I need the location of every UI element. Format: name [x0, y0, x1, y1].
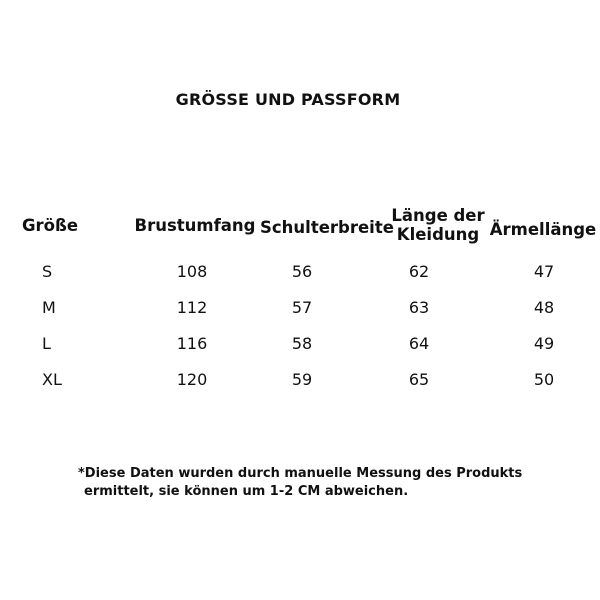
cell-shoulder: 59: [291, 370, 313, 389]
cell-chest: 120: [176, 370, 208, 389]
cell-size: L: [42, 334, 51, 353]
cell-size: S: [42, 262, 53, 281]
table-row: [0, 262, 600, 284]
header-sleeve: Ärmellänge: [489, 220, 597, 239]
cell-chest: 112: [176, 298, 208, 317]
header-length-line2: Kleidung: [396, 225, 480, 244]
note-line-2: ermittelt, sie können um 1-2 CM abweichen.: [84, 484, 409, 499]
table-row: [0, 370, 600, 392]
cell-size: XL: [42, 370, 62, 389]
header-size: Größe: [22, 216, 79, 235]
header-chest: Brustumfang: [134, 216, 256, 235]
cell-length: 62: [408, 262, 430, 281]
note-line-1: *Diese Daten wurden durch manuelle Messung des Produkts: [78, 466, 523, 481]
cell-shoulder: 56: [291, 262, 313, 281]
cell-sleeve: 47: [533, 262, 555, 281]
table-row: [0, 298, 600, 320]
cell-chest: 108: [176, 262, 208, 281]
cell-size: M: [42, 298, 56, 317]
header-length: [388, 206, 488, 244]
cell-length: 65: [408, 370, 430, 389]
page-title: GRÖSSE UND PASSFORM: [175, 90, 401, 109]
cell-length: 63: [408, 298, 430, 317]
measurement-note: [78, 465, 558, 501]
cell-length: 64: [408, 334, 430, 353]
cell-chest: 116: [176, 334, 208, 353]
cell-sleeve: 48: [533, 298, 555, 317]
cell-sleeve: 49: [533, 334, 555, 353]
table-row: [0, 334, 600, 356]
cell-shoulder: 58: [291, 334, 313, 353]
header-length-line1: Länge der: [391, 206, 485, 225]
cell-sleeve: 50: [533, 370, 555, 389]
header-shoulder: Schulterbreite: [260, 218, 394, 237]
cell-shoulder: 57: [291, 298, 313, 317]
